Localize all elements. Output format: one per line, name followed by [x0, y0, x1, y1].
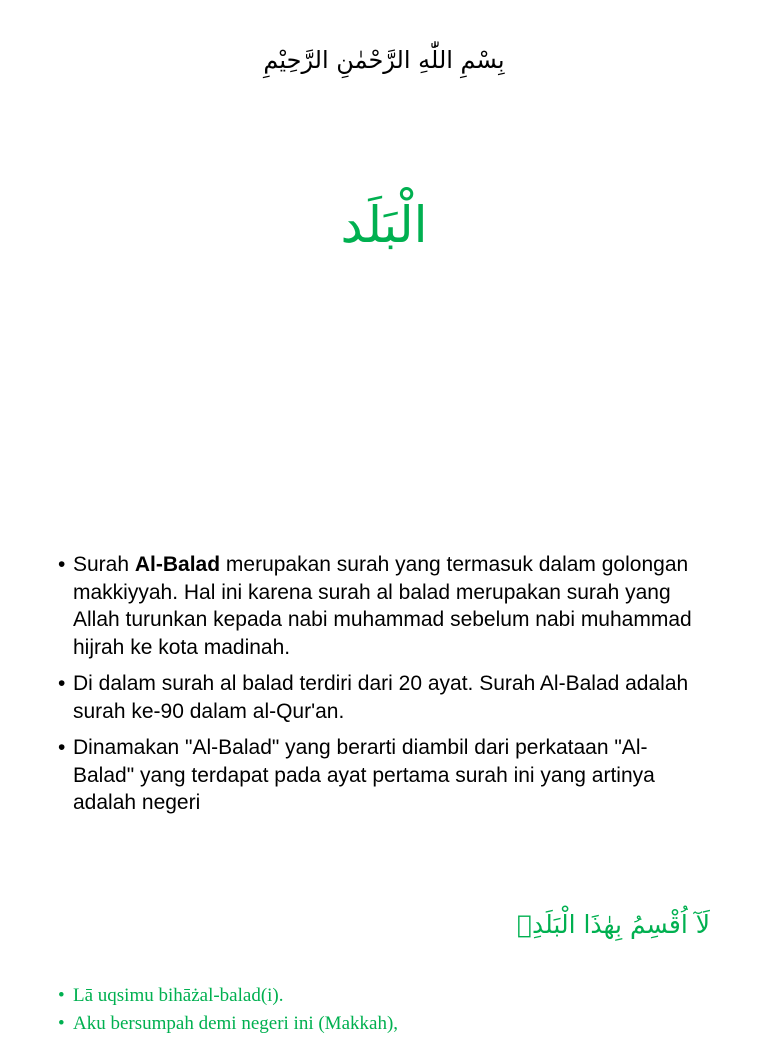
info-bullet-item [58, 734, 698, 817]
info-bullet-item [58, 670, 698, 725]
bullet-body-text: Dinamakan "Al-Balad" yang berarti diambil dari perkataan "Al-Balad" yang terdapat pada ayat pertama surah ini yang artinya adalah negeri [73, 736, 655, 814]
bullet-body-text: Di dalam surah al balad terdiri dari 20 ayat. Surah Al-Balad adalah surah ke-90 dalam al-Qur'an. [73, 672, 689, 723]
bullet-marker: • [58, 672, 66, 695]
bullet-prefix-text: Surah [73, 553, 135, 576]
surah-title: الْبَلَد [340, 196, 428, 254]
bullet-marker: • [58, 553, 66, 576]
bullet-marker: • [58, 736, 66, 759]
info-bullet-list [58, 551, 698, 826]
bullet-marker: • [58, 985, 65, 1006]
info-bullet-item [58, 551, 698, 661]
transliteration-list [58, 982, 718, 1038]
bismillah-heading: بِسْمِ اللّٰهِ الرَّحْمٰنِ الرَّحِيْمِ [263, 46, 505, 74]
bullet-body-text: merupakan surah yang termasuk dalam golongan makkiyyah. Hal ini karena surah al balad merupakan surah yang Allah turunkan kepada nabi muhammad sebelum nabi muhammad hijrah ke kota madinah. [73, 553, 692, 659]
verse-arabic: لَآ اُقْسِمُ بِهٰذَا الْبَلَدِۙ [517, 910, 710, 939]
transliteration-item [58, 982, 718, 1010]
transliteration-text: Lā uqsimu bihāżal-balad(i). [73, 985, 284, 1006]
translation-text: Aku bersumpah demi negeri ini (Makkah), [73, 1013, 399, 1034]
surah-name-bold: Al-Balad [134, 553, 221, 576]
bullet-marker: • [58, 1013, 65, 1034]
translation-item [58, 1010, 718, 1038]
